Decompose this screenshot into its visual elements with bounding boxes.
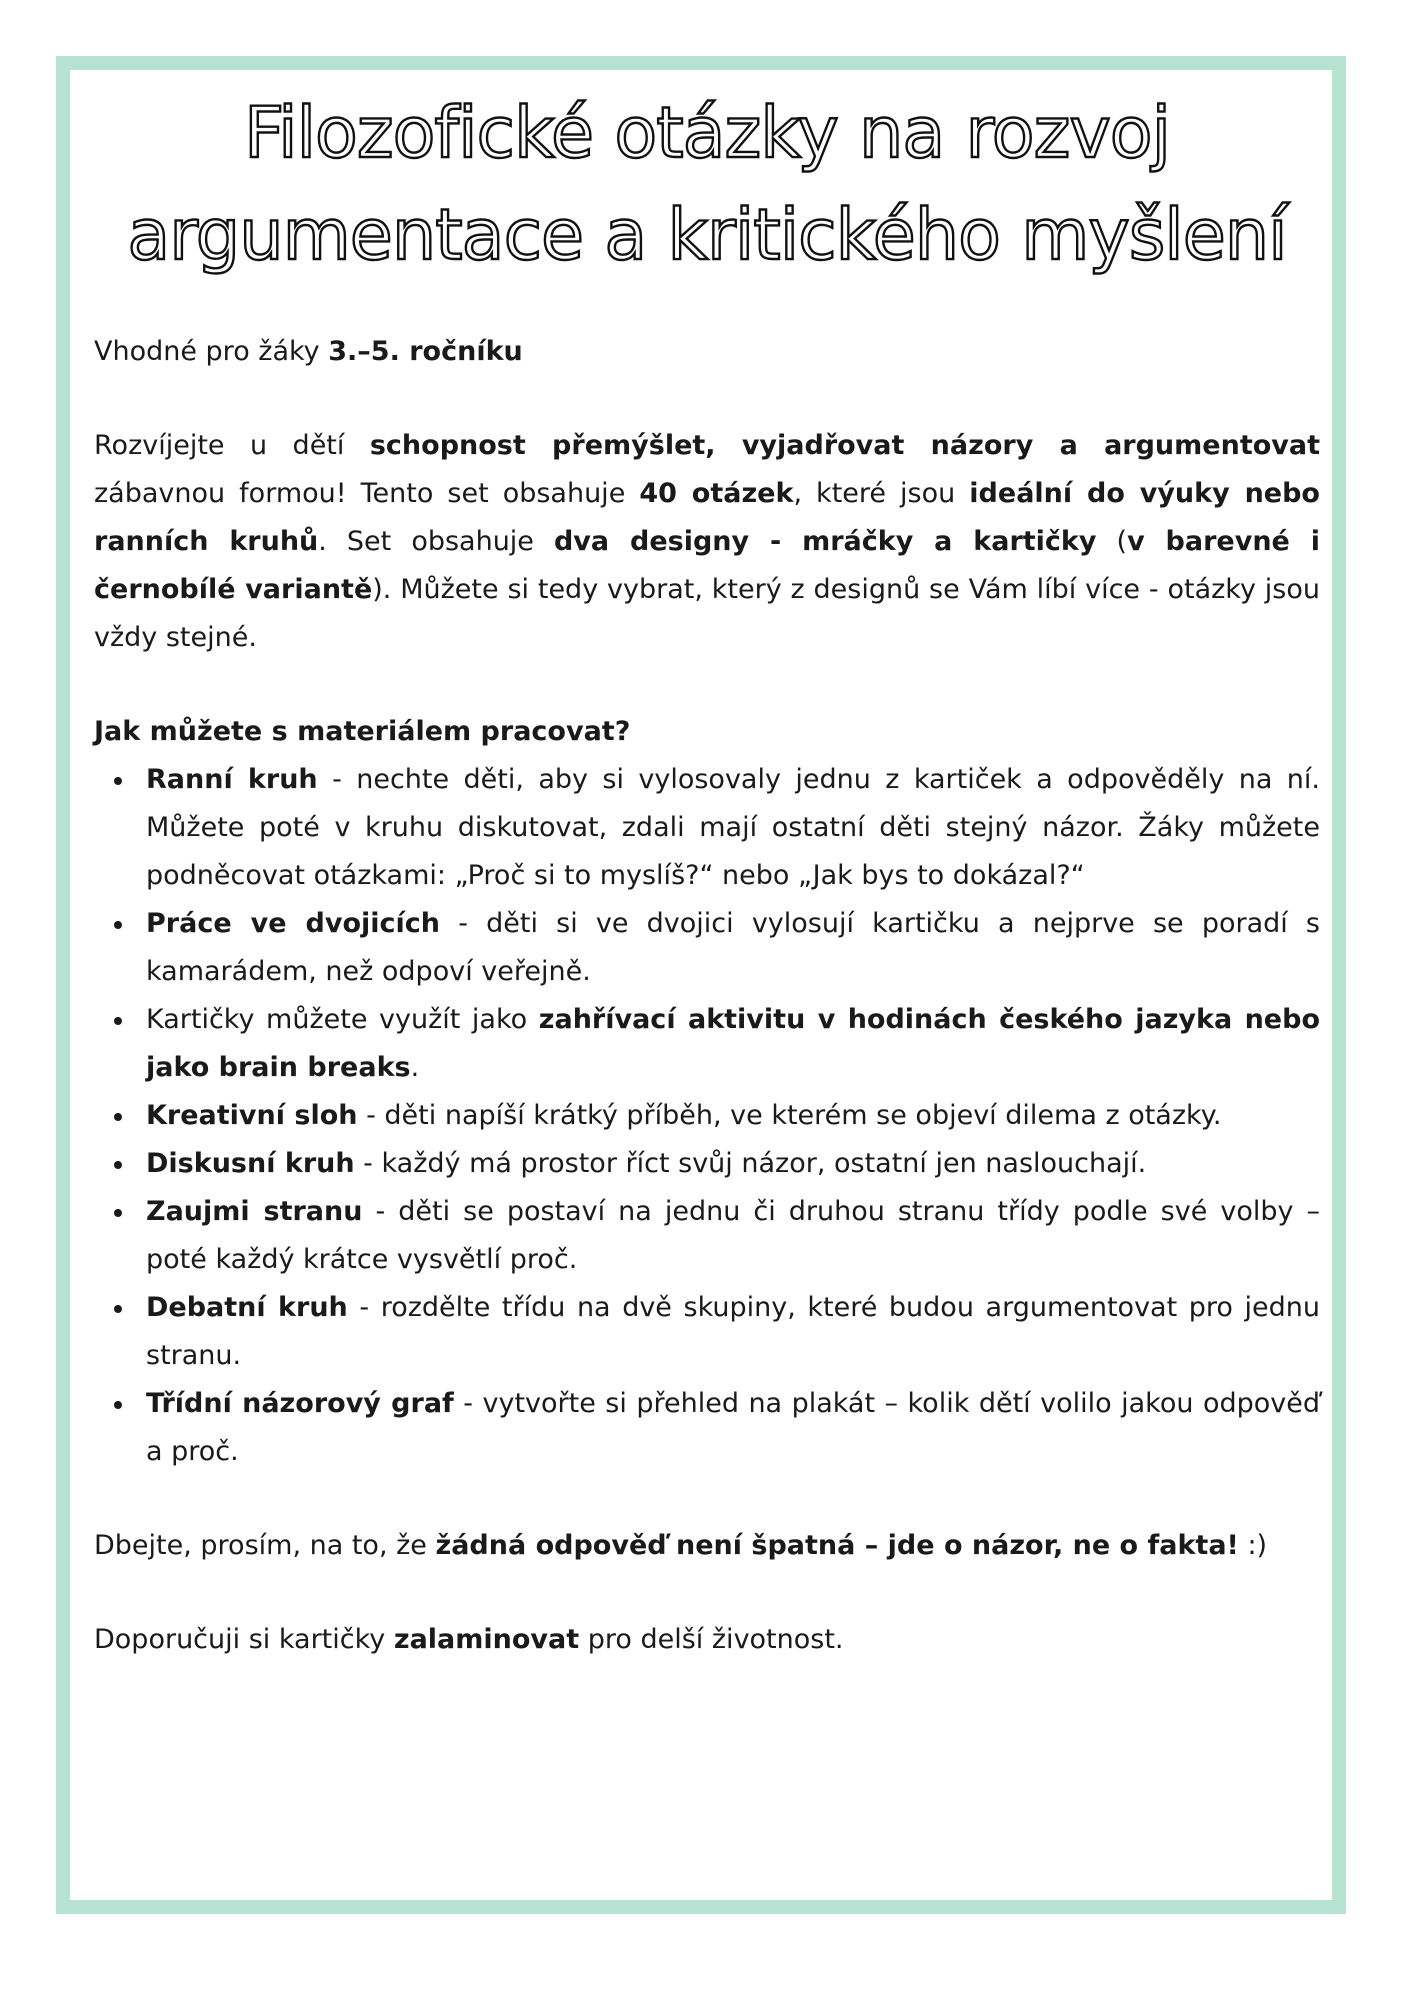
list-item-title: Práce ve dvojicích xyxy=(146,908,441,939)
note-text: Dbejte, prosím, na to, že xyxy=(94,1530,436,1561)
note-paragraph xyxy=(94,1522,1320,1570)
list-item-text: - děti si ve dvojici vylosují kartičku a nejprve se poradí s kamarádem, než odpoví veřejně. xyxy=(146,908,1321,987)
note-smiley: :) xyxy=(1238,1530,1268,1561)
list-item-tridni-nazorovy-graf xyxy=(146,1380,1320,1476)
list-item-prefix: Kartičky můžete využít jako xyxy=(146,1004,539,1035)
list-item-zaujmi-stranu xyxy=(146,1188,1320,1284)
recommendation-after: pro delší životnost. xyxy=(579,1624,844,1655)
list-item-text: - rozdělte třídu na dvě skupiny, které budou argumentovat pro jednu stranu. xyxy=(146,1292,1320,1371)
list-item-diskusni-kruh xyxy=(146,1140,1320,1188)
intro-bold-2: 40 otázek xyxy=(639,478,794,509)
suitability-grade: 3.–5. ročníku xyxy=(328,336,523,367)
list-item-text: - nechte děti, aby si vylosovaly jednu z kartiček a odpověděly na ní. Můžete poté v kruhu diskutovat, zdali mají ostatní děti stejný názor. Žáky můžete podněcovat otázkami: „Proč si to myslíš?“ nebo „Jak bys to dokázal?“ xyxy=(146,764,1320,891)
intro-text-3: , které jsou xyxy=(793,478,970,509)
list-item-ranni-kruh xyxy=(146,756,1320,900)
list-item-title: Debatní kruh xyxy=(146,1292,348,1323)
intro-text-4: . Set obsahuje xyxy=(318,526,554,557)
title-line-2: argumentace a kritického myšlení xyxy=(127,194,1287,276)
list-item-title: Třídní názorový graf xyxy=(146,1388,454,1419)
intro-paragraph xyxy=(94,422,1320,662)
list-item-text: . xyxy=(410,1052,420,1083)
recommendation-bold: zalaminovat xyxy=(393,1624,580,1655)
list-item-title: Diskusní kruh xyxy=(146,1148,355,1179)
recommendation-paragraph xyxy=(94,1616,1320,1664)
methods-list xyxy=(94,756,1320,1476)
title-line-1: Filozofické otázky na rozvoj xyxy=(243,92,1171,174)
list-item-kreativni-sloh xyxy=(146,1092,1320,1140)
list-item-prace-ve-dvojicich xyxy=(146,900,1320,996)
list-item-title: Zaujmi stranu xyxy=(146,1196,363,1227)
list-item-title: zahřívací aktivitu v hodinách českého jazyka nebo jako brain breaks xyxy=(146,1004,1320,1083)
recommendation-text: Doporučuji si kartičky xyxy=(94,1624,394,1655)
list-item-text: - každý má prostor říct svůj názor, ostatní jen naslouchají. xyxy=(354,1148,1147,1179)
intro-bold-4: dva designy - mráčky a kartičky xyxy=(553,526,1097,557)
intro-text-5: ( xyxy=(1096,526,1128,557)
list-item-text: - děti napíší krátký příběh, ve kterém se objeví dilema z otázky. xyxy=(357,1100,1222,1131)
intro-text-1: Rozvíjejte u dětí xyxy=(94,430,370,461)
intro-bold-5: v barevné i černobílé variantě xyxy=(94,526,1320,605)
list-item-text: - vytvořte si přehled na plakát – kolik dětí volilo jakou odpověď a proč. xyxy=(146,1388,1320,1467)
note-bold: žádná odpověď není špatná – jde o názor, ne o fakta! xyxy=(435,1530,1239,1561)
intro-text-2: zábavnou formou! Tento set obsahuje xyxy=(94,478,640,509)
methods-heading: Jak můžete s materiálem pracovat? xyxy=(94,716,631,747)
page-title xyxy=(0,82,1414,286)
spacer xyxy=(94,662,1320,708)
document-body xyxy=(94,328,1320,1664)
intro-bold-1: schopnost přemýšlet, vyjadřovat názory a argumentovat xyxy=(369,430,1321,461)
list-item-debatni-kruh xyxy=(146,1284,1320,1380)
spacer xyxy=(94,1476,1320,1522)
list-item-title: Ranní kruh xyxy=(146,764,318,795)
list-item-title: Kreativní sloh xyxy=(146,1100,358,1131)
suitability-line xyxy=(94,328,1320,376)
list-item-text: - děti se postaví na jednu či druhou stranu třídy podle své volby – poté každý krátce vysvětlí proč. xyxy=(146,1196,1320,1275)
spacer xyxy=(94,1570,1320,1616)
intro-text-6: ). Můžete si tedy vybrat, který z designů se Vám líbí více - otázky jsou vždy stejné. xyxy=(94,574,1320,653)
spacer xyxy=(94,376,1320,422)
suitability-text: Vhodné pro žáky xyxy=(94,336,329,367)
intro-bold-3: ideální do výuky nebo ranních kruhů xyxy=(94,478,1320,557)
list-item-zahrivaci-aktivita xyxy=(146,996,1320,1092)
